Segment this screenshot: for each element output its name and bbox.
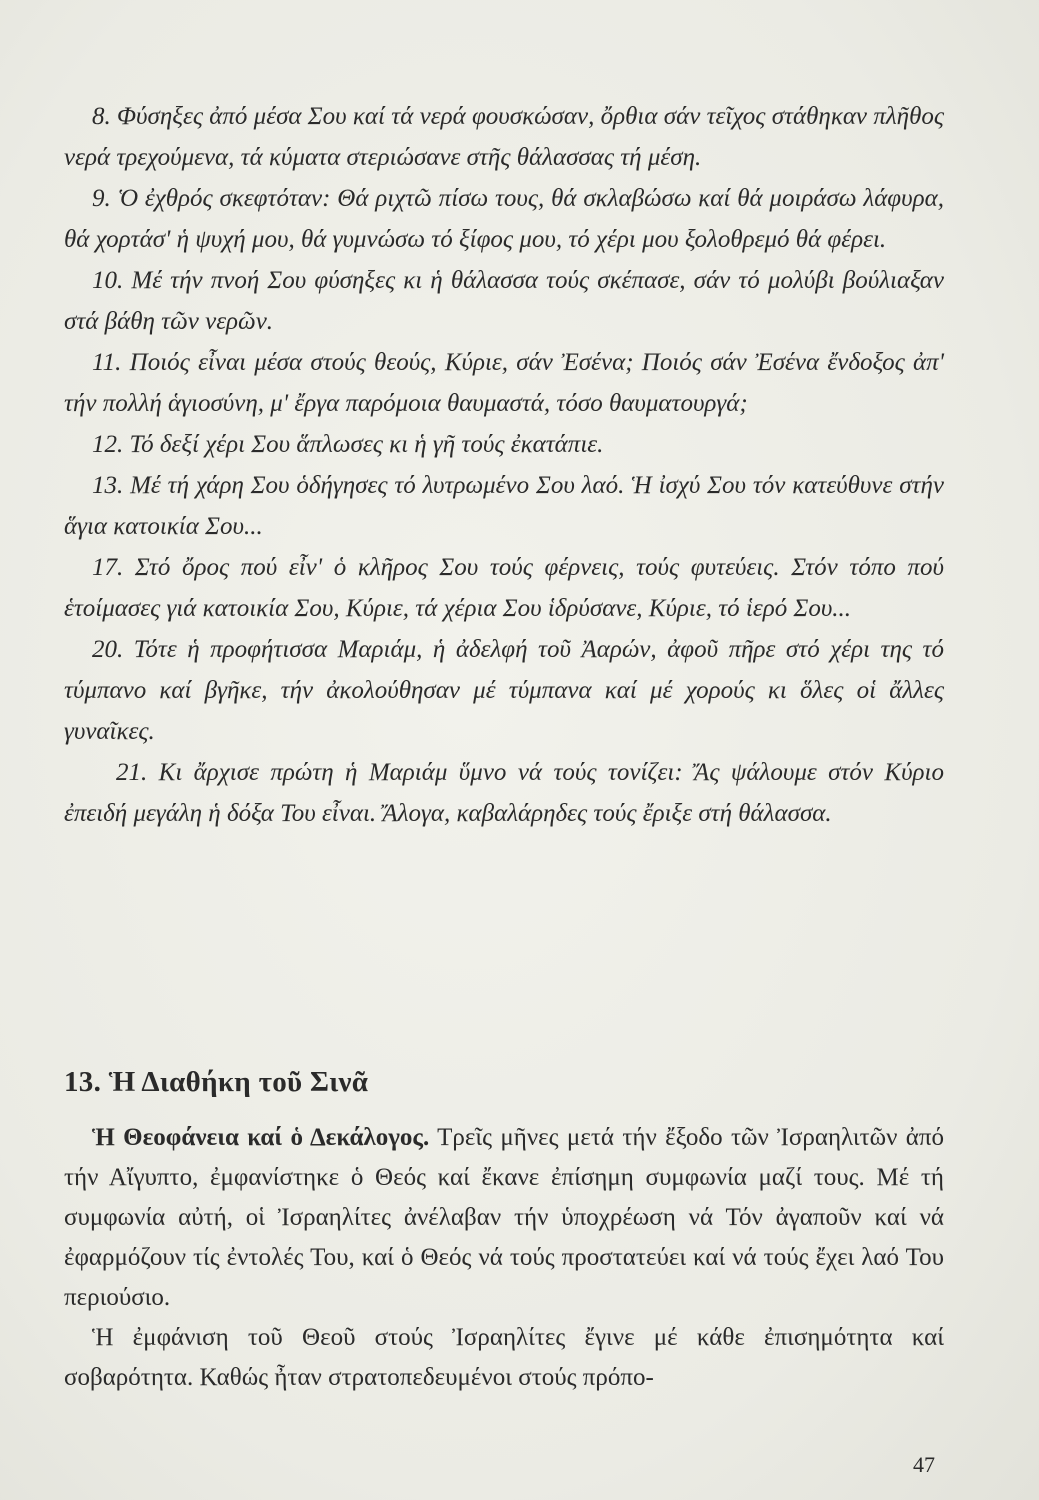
verse-12: 12. Τό δεξί χέρι Σου ἅπλωσες κι ἡ γῆ τούς ἐκατάπιε. (92, 431, 604, 458)
verse-10: 10. Μέ τήν πνοή Σου φύσηξες κι ἡ θάλασσα τούς σκέπασε, σάν τό μολύβι βούλιαξαν στά βάθη τῶν νερῶν. (64, 267, 944, 335)
verse-20: 20. Τότε ἡ προφήτισσα Μαριάμ, ἡ ἀδελφή τοῦ Ἀαρών, ἀφοῦ πῆρε στό χέρι της τό τύμπανο καί βγῆκε, τήν ἀκολούθησαν μέ τύμπανα καί μέ χορούς κι ὅλες οἱ ἄλλες γυναῖκες. (64, 636, 944, 745)
verse-17: 17. Στό ὄρος πού εἶν' ὁ κλῆρος Σου τούς φέρνεις, τούς φυτεύεις. Στόν τόπο πού ἑτοίμασες γιά κατοικία Σου, Κύριε, τά χέρια Σου ἱδρύσανε, Κύριε, τό ἱερό Σου... (64, 554, 944, 622)
paragraph-lead: Ἡ Θεοφάνεια καί ὁ Δεκάλογος. (92, 1124, 430, 1151)
section-body (64, 1118, 944, 1398)
verse-13: 13. Μέ τή χάρη Σου ὁδήγησες τό λυτρωμένο Σου λαό. Ἡ ἰσχύ Σου τόν κατεύθυνε στήν ἅγια κατοικία Σου... (64, 472, 944, 540)
section-heading: 13. Ἡ Διαθήκη τοῦ Σινᾶ (64, 1066, 369, 1098)
verse-11: 11. Ποιός εἶναι μέσα στούς θεούς, Κύριε, σάν Ἐσένα; Ποιός σάν Ἐσένα ἔνδοξος ἀπ' τήν πολλή ἁγιοσύνη, μ' ἔργα παρόμοια θαυμαστά, τόσο θαυματουργά; (64, 349, 944, 417)
verse-block (64, 96, 944, 834)
verse-9: 9. Ὁ ἐχθρός σκεφτόταν: Θά ριχτῶ πίσω τους, θά σκλαβώσω καί θά μοιράσω λάφυρα, θά χορτάσ' ἡ ψυχή μου, θά γυμνώσω τό ξίφος μου, τό χέρι μου ξολοθρεμό θά φέρει. (64, 185, 944, 253)
paragraph-1 (64, 1118, 944, 1318)
verse-21: 21. Κι ἄρχισε πρώτη ἡ Μαριάμ ὕμνο νά τούς τονίζει: Ἄς ψάλουμε στόν Κύριο ἐπειδή μεγάλη ἡ δόξα Του εἶναι. Ἄλογα, καβαλάρηδες τούς ἔριξε στή θάλασσα. (64, 759, 944, 827)
paragraph-1-text: Τρεῖς μῆνες μετά τήν ἔξοδο τῶν Ἰσραηλιτῶν ἀπό τήν Αἴγυπτο, ἐμφανίστηκε ὁ Θεός καί ἔκανε ἐπίσημη συμφωνία μαζί τους. Μέ τή συμφωνία αὐτή, οἱ Ἰσραηλίτες ἀνέλαβαν τήν ὑποχρέωση νά Τόν ἀγαποῦν καί νά ἐφαρμόζουν τίς ἐντολές Του, καί ὁ Θεός νά τούς προστατεύει καί νά τούς ἔχει λαό Του περιούσιο. (64, 1124, 944, 1311)
page-number: 47 (913, 1452, 935, 1477)
verse-8: 8. Φύσηξες ἀπό μέσα Σου καί τά νερά φουσκώσαν, ὄρθια σάν τεῖχος στάθηκαν πλῆθος νερά τρεχούμενα, τά κύματα στεριώσανε στῆς θάλασσας τή μέση. (64, 103, 944, 171)
paragraph-2: Ἡ ἐμφάνιση τοῦ Θεοῦ στούς Ἰσραηλίτες ἔγινε μέ κάθε ἐπισημότητα καί σοβαρότητα. Καθώς ἦταν στρατοπεδευμένοι στούς πρόπο- (64, 1324, 944, 1391)
